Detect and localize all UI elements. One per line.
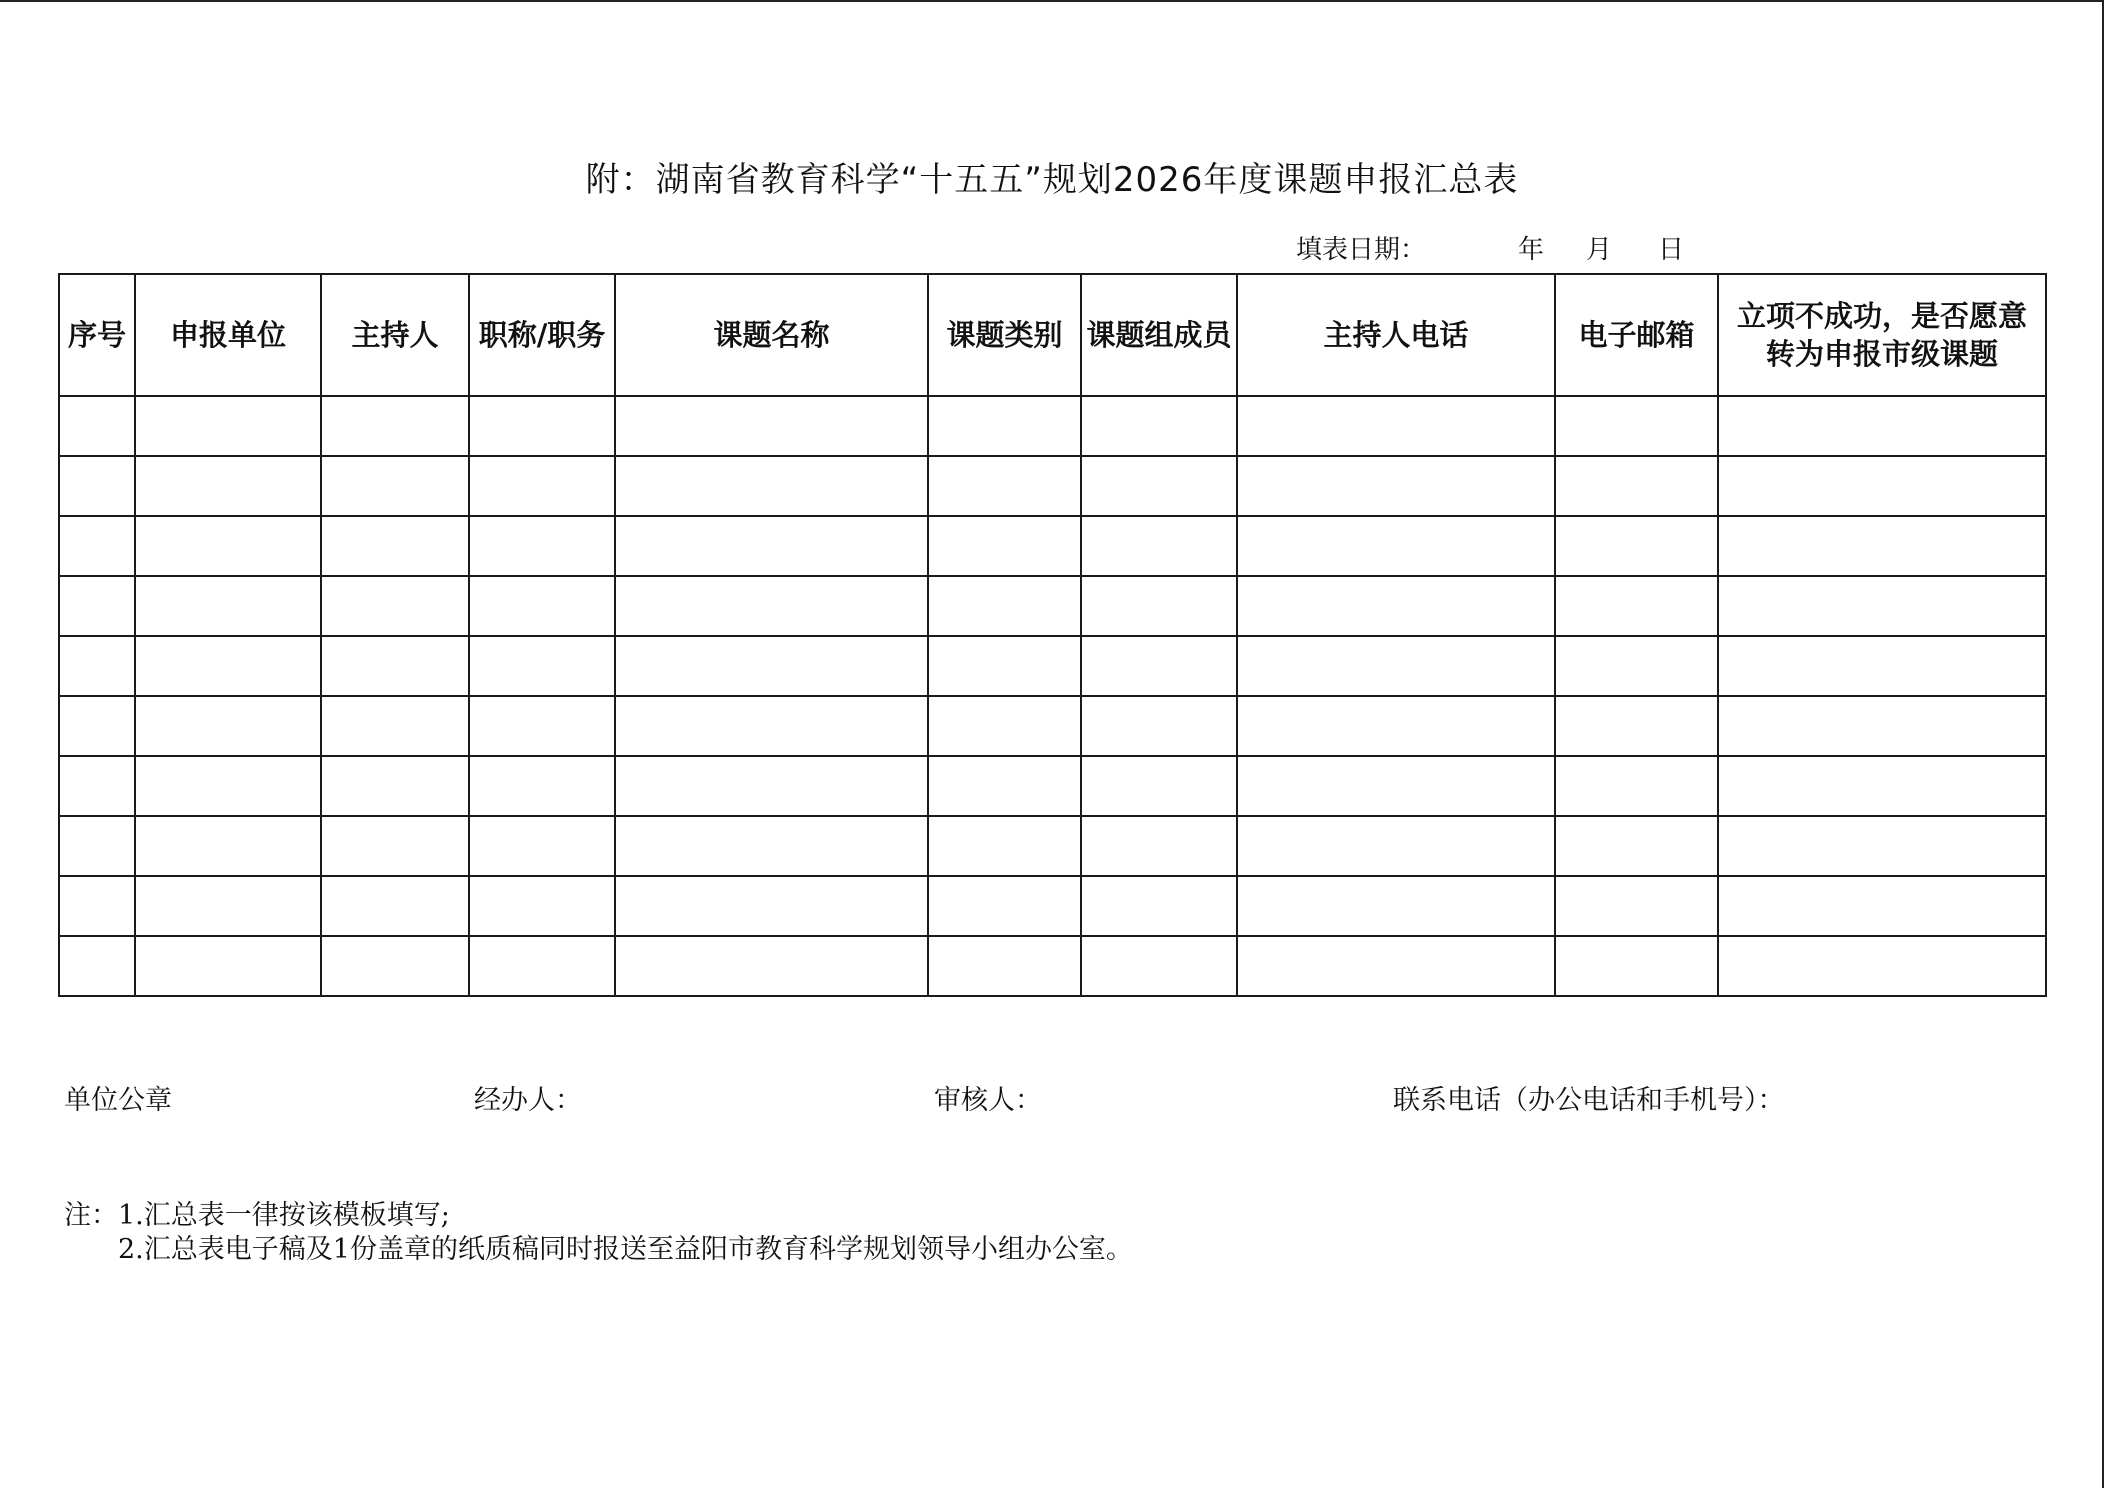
table-cell[interactable]: [615, 456, 928, 516]
table-row: [59, 696, 2046, 756]
table-cell[interactable]: [59, 816, 135, 876]
table-body: [59, 396, 2046, 996]
table-cell[interactable]: [1555, 696, 1718, 756]
table-cell[interactable]: [469, 576, 615, 636]
table-cell[interactable]: [1718, 936, 2046, 996]
table-cell[interactable]: [135, 516, 321, 576]
table-cell[interactable]: [1081, 816, 1237, 876]
table-cell[interactable]: [321, 696, 469, 756]
table-cell[interactable]: [1081, 576, 1237, 636]
table-cell[interactable]: [1555, 756, 1718, 816]
table-cell[interactable]: [928, 696, 1081, 756]
table-cell[interactable]: [59, 756, 135, 816]
table-cell[interactable]: [1081, 876, 1237, 936]
table-cell[interactable]: [321, 576, 469, 636]
table-cell[interactable]: [1237, 516, 1555, 576]
table-cell[interactable]: [1555, 936, 1718, 996]
table-cell[interactable]: [1555, 816, 1718, 876]
table-cell[interactable]: [135, 936, 321, 996]
table-cell[interactable]: [928, 936, 1081, 996]
table-cell[interactable]: [469, 816, 615, 876]
table-cell[interactable]: [928, 516, 1081, 576]
table-row: [59, 936, 2046, 996]
table-cell[interactable]: [321, 636, 469, 696]
header-title-position: 职称/职务: [469, 274, 615, 396]
table-row: [59, 876, 2046, 936]
table-cell[interactable]: [1237, 816, 1555, 876]
table-cell[interactable]: [469, 456, 615, 516]
header-index: 序号: [59, 274, 135, 396]
table-cell[interactable]: [1081, 456, 1237, 516]
table-cell[interactable]: [59, 636, 135, 696]
header-project-category: 课题类别: [928, 274, 1081, 396]
table-cell[interactable]: [1237, 936, 1555, 996]
table-cell[interactable]: [1081, 756, 1237, 816]
table-cell[interactable]: [615, 876, 928, 936]
table-cell[interactable]: [469, 876, 615, 936]
table-cell[interactable]: [59, 576, 135, 636]
table-cell[interactable]: [1718, 396, 2046, 456]
table-cell[interactable]: [321, 516, 469, 576]
note-line-2: 2.汇总表电子稿及1份盖章的纸质稿同时报送至益阳市教育科学规划领导小组办公室。: [118, 1234, 1133, 1265]
table-cell[interactable]: [1555, 576, 1718, 636]
table-cell[interactable]: [1237, 876, 1555, 936]
reviewer-label: 审核人：: [934, 1085, 1042, 1116]
table-row: [59, 456, 2046, 516]
handler-label: 经办人：: [474, 1085, 582, 1116]
table-cell[interactable]: [135, 636, 321, 696]
contact-phone-label: 联系电话（办公电话和手机号）：: [1393, 1085, 1785, 1116]
table-cell[interactable]: [469, 516, 615, 576]
header-project-name: 课题名称: [615, 274, 928, 396]
table-cell[interactable]: [1555, 636, 1718, 696]
header-team-members: 课题组成员: [1081, 274, 1237, 396]
header-host-phone: 主持人电话: [1237, 274, 1555, 396]
table-row: [59, 756, 2046, 816]
table-cell[interactable]: [1081, 936, 1237, 996]
fill-date-label: 填表日期：: [1296, 235, 1427, 265]
table-cell[interactable]: [615, 396, 928, 456]
table-cell[interactable]: [1237, 756, 1555, 816]
table-cell[interactable]: [59, 456, 135, 516]
table-cell[interactable]: [59, 396, 135, 456]
table-cell[interactable]: [615, 756, 928, 816]
table-row: [59, 636, 2046, 696]
table-cell[interactable]: [135, 456, 321, 516]
table-cell[interactable]: [615, 696, 928, 756]
table-row: [59, 396, 2046, 456]
unit-seal-label: 单位公章: [64, 1085, 172, 1116]
table-cell[interactable]: [1237, 576, 1555, 636]
table-cell[interactable]: [321, 756, 469, 816]
header-city-level-option: 立项不成功，是否愿意 转为申报市级课题: [1718, 274, 2046, 396]
table-cell[interactable]: [928, 456, 1081, 516]
table-cell[interactable]: [135, 876, 321, 936]
table-cell[interactable]: [321, 876, 469, 936]
table-cell[interactable]: [928, 756, 1081, 816]
table-cell[interactable]: [1081, 696, 1237, 756]
table-cell[interactable]: [1718, 756, 2046, 816]
note-line-1: 注：1.汇总表一律按该模板填写;: [64, 1200, 450, 1231]
summary-table: [58, 273, 2047, 997]
table-row: [59, 816, 2046, 876]
header-host: 主持人: [321, 274, 469, 396]
table-cell[interactable]: [928, 816, 1081, 876]
table-cell[interactable]: [1081, 396, 1237, 456]
table-cell[interactable]: [135, 576, 321, 636]
table-cell[interactable]: [1555, 456, 1718, 516]
table-cell[interactable]: [59, 696, 135, 756]
fill-date-year: 年: [1518, 235, 1545, 265]
fill-date-month: 月: [1586, 235, 1613, 265]
table-cell[interactable]: [1718, 636, 2046, 696]
table-header-row: [59, 274, 2046, 396]
table-cell[interactable]: [928, 636, 1081, 696]
table-cell[interactable]: [469, 936, 615, 996]
fill-date-day: 日: [1658, 235, 1685, 265]
table-cell[interactable]: [469, 636, 615, 696]
table-row: [59, 516, 2046, 576]
header-applicant-unit: 申报单位: [135, 274, 321, 396]
table-cell[interactable]: [1237, 636, 1555, 696]
table-cell[interactable]: [615, 816, 928, 876]
header-email: 电子邮箱: [1555, 274, 1718, 396]
table-cell[interactable]: [928, 876, 1081, 936]
table-cell[interactable]: [1718, 816, 2046, 876]
table-cell[interactable]: [1718, 696, 2046, 756]
table-cell[interactable]: [135, 396, 321, 456]
table-cell[interactable]: [615, 636, 928, 696]
table-cell[interactable]: [1718, 456, 2046, 516]
table-cell[interactable]: [1555, 516, 1718, 576]
table-cell[interactable]: [469, 756, 615, 816]
table-cell[interactable]: [321, 456, 469, 516]
table-cell[interactable]: [59, 876, 135, 936]
table-cell[interactable]: [1718, 876, 2046, 936]
table-cell[interactable]: [1237, 696, 1555, 756]
table-cell[interactable]: [1555, 876, 1718, 936]
table-cell[interactable]: [1718, 516, 2046, 576]
table-cell[interactable]: [135, 696, 321, 756]
table-cell[interactable]: [1237, 456, 1555, 516]
table-cell[interactable]: [615, 576, 928, 636]
table-cell[interactable]: [615, 516, 928, 576]
table-cell[interactable]: [928, 576, 1081, 636]
table-cell[interactable]: [321, 396, 469, 456]
table-cell[interactable]: [469, 696, 615, 756]
table-cell[interactable]: [321, 936, 469, 996]
table-cell[interactable]: [135, 756, 321, 816]
document-title: 附：湖南省教育科学“十五五”规划2026年度课题申报汇总表: [585, 160, 1519, 200]
table-cell[interactable]: [1555, 396, 1718, 456]
table-cell[interactable]: [1081, 516, 1237, 576]
table-cell[interactable]: [469, 396, 615, 456]
table-cell[interactable]: [928, 396, 1081, 456]
table-cell[interactable]: [59, 516, 135, 576]
table-cell[interactable]: [1718, 576, 2046, 636]
table-cell[interactable]: [321, 816, 469, 876]
table-row: [59, 576, 2046, 636]
table-cell[interactable]: [1237, 396, 1555, 456]
table-cell[interactable]: [615, 936, 928, 996]
table-cell[interactable]: [59, 936, 135, 996]
table-cell[interactable]: [1081, 636, 1237, 696]
table-cell[interactable]: [135, 816, 321, 876]
